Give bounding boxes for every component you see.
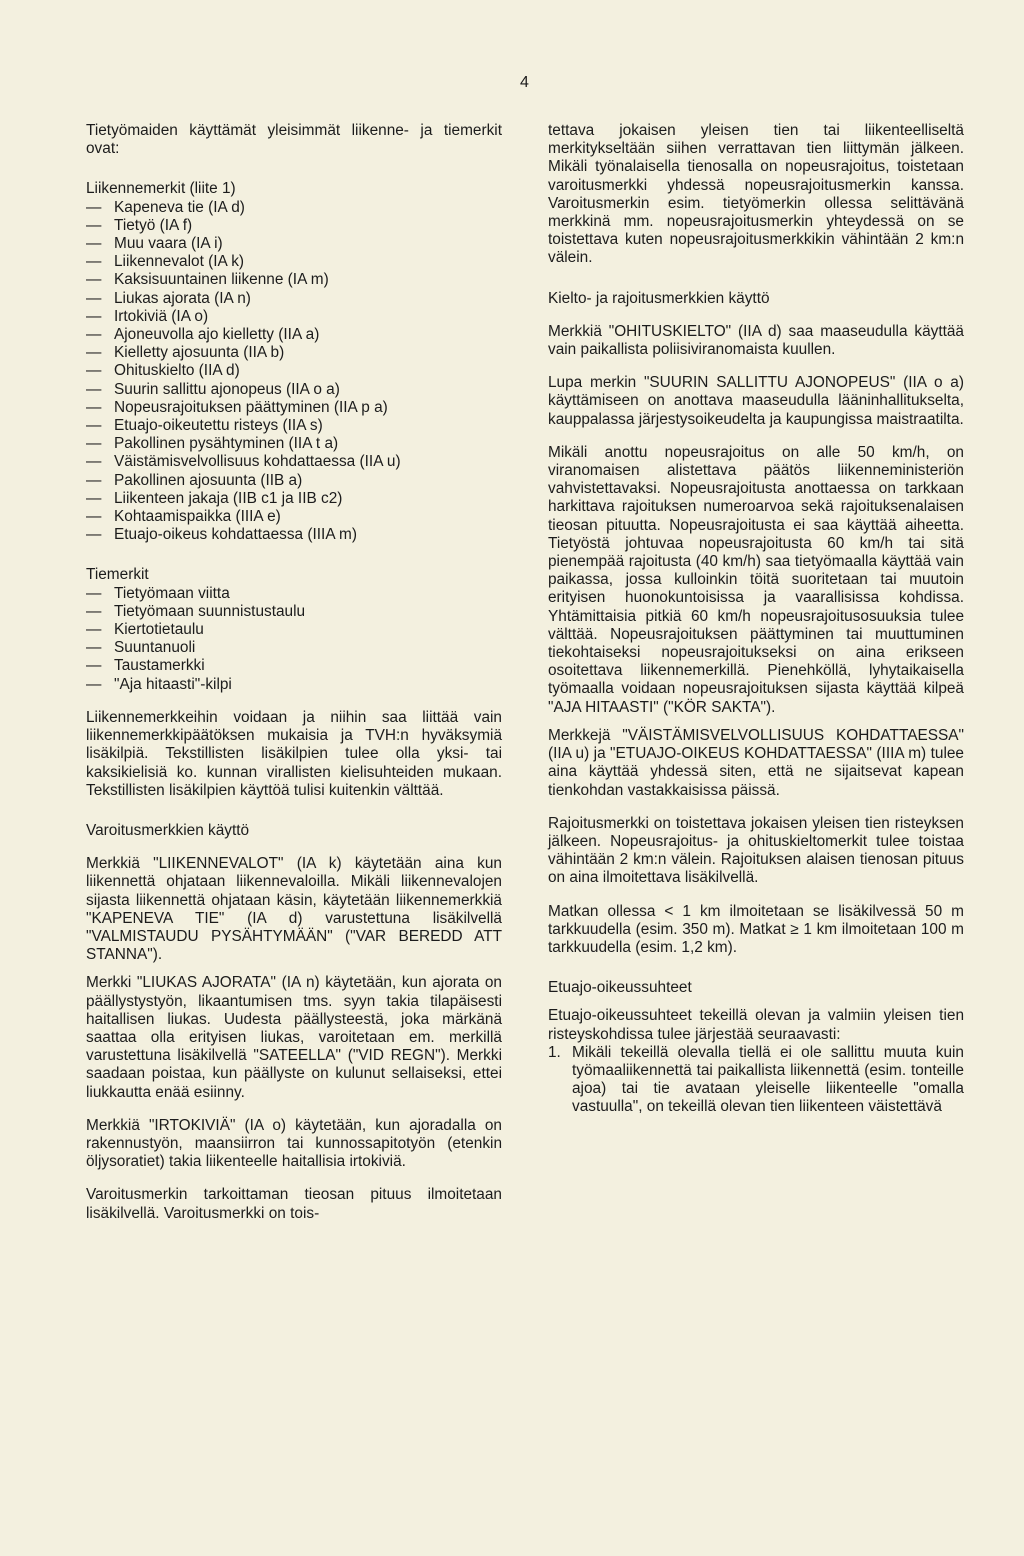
prohibition-paragraph-3: Mikäli anottu nopeusrajoitus on alle 50 km/h, on viranomaisen alistettava päätös liikenneministeriön vahvistettavaksi. Nopeusrajoitusta anottaessa on tarkkaan harkittava rajoituksen numeroarvoa sekä rajoituksenalaisen tieosan pituutta. Nopeusrajoitusta ei saa käyttää aiheetta. Tietyöstä johtuvaa nopeusrajoitusta 60 km/h tai sitä pienempää rajoitusta (40 km/h) saa tietyömaalla käyttää vain paikassa, jossa kulloinkin töitä suoritetaan tai muutoin erityisen huonokuntoisissa ja vaarallisissa kohdissa. Yhtämittaisia pitkiä 60 km/h nopeusrajoitusosuuksia tulee välttää. Nopeusrajoituksen päättyminen tai muuttuminen tiekohtaiseksi nopeusrajoitukseksi on aina erikseen osoitettava liikennemerkillä. Pienehköllä, lyhytaikaisella työmaalla voidaan nopeusrajoituksen sijasta käyttää kilpeä "AJA HITAASTI" ("KÖR SAKTA").: [548, 443, 964, 716]
prohibition-paragraph-2: Lupa merkin "SUURIN SALLITTU AJONOPEUS" (IIA o a) käyttämiseen on anottava maaseudulla lääninhallitukselta, kauppalassa järjestysoikeudelta ja kaupungissa maistraatilta.: [548, 374, 964, 428]
road-signs-list: [86, 585, 502, 694]
prohibition-signs-heading: Kielto- ja rajoitusmerkkien käyttö: [548, 289, 770, 307]
page-number: 4: [520, 74, 529, 91]
traffic-signs-heading: Liikennemerkit (liite 1): [86, 180, 236, 198]
list-item: — Väistämisvelvollisuus kohdattaessa (IIA u): [86, 453, 502, 471]
list-item: — Kohtaamispaikka (IIIA e): [86, 508, 502, 526]
list-item: — Liikenteen jakaja (IIB c1 ja IIB c2): [86, 490, 502, 508]
list-item: — Kapeneva tie (IA d): [86, 199, 502, 217]
prohibition-paragraph-1: Merkkiä "OHITUSKIELTO" (IIA d) saa maaseudulla käyttää vain paikallista poliisiviranomaista kuullen.: [548, 322, 964, 359]
warning-paragraph-1: Merkkiä "LIIKENNEVALOT" (IA k) käytetään aina kun liikennettä ohjataan liikennevaloilla. Mikäli liikennevalojen sijasta liikennettä ohjataan käsin, käytetään liikennemerkkiä "KAPENEVA TIE" (IA d) varustettuna lisäkilvellä "VALMISTAUDU PYSÄHTYMÄÄN" ("VAR BEREDD ATT STANNA").: [86, 855, 502, 964]
list-item: — Etuajo-oikeus kohdattaessa (IIIA m): [86, 526, 502, 544]
list-item: — Ohituskielto (IIA d): [86, 362, 502, 380]
list-item: — Kaksisuuntainen liikenne (IA m): [86, 271, 502, 289]
list-item-text: Mikäli tekeillä olevalla tiellä ei ole sallittu muuta kuin työmaaliikennettä tai paikallista liikennettä (esim. tonteille ajoa) tai tie avataan yleiselle liikenteelle "omalla vastuulla", on tekeillä olevan tien liikenteen väistettävä: [572, 1043, 964, 1116]
list-item: — Suurin sallittu ajonopeus (IIA o a): [86, 381, 502, 399]
list-item: — Suuntanuoli: [86, 639, 502, 657]
intro-paragraph: Tietyömaiden käyttämät yleisimmät liikenne- ja tiemerkit ovat:: [86, 122, 502, 158]
list-item: — Liikennevalot (IA k): [86, 253, 502, 271]
continued-paragraph: tettava jokaisen yleisen tien tai liikenteelliseltä merkitykseltään siihen verrattavan tien liittymän jälkeen. Mikäli työnalaisella tienosalla on nopeusrajoitus, toistetaan varoitusmerkki yhdessä nopeusrajoitusmerkin kanssa. Varoitusmerkin esim. tietyömerkin ollessa selittävänä merkkinä mm. nopeusrajoitusmerkin yhteydessä on se toistettava kuten nopeusrajoitusmerkkikin vähintään 2 km:n välein.: [548, 122, 964, 267]
list-item: — Pakollinen pysähtyminen (IIA t a): [86, 435, 502, 453]
list-item: — Ajoneuvolla ajo kielletty (IIA a): [86, 326, 502, 344]
warning-signs-heading: Varoitusmerkkien käyttö: [86, 821, 250, 839]
list-item: — Liukas ajorata (IA n): [86, 290, 502, 308]
prohibition-paragraph-4: Merkkejä "VÄISTÄMISVELVOLLISUUS KOHDATTAESSA" (IIA u) ja "ETUAJO-OIKEUS KOHDATTAESSA" (IIIA m) tulee aina käyttää yhdessä siten, että ne sijaitsevat kapean tienkohdan vastakkaisissa päissä.: [548, 726, 964, 799]
list-item: — Irtokiviä (IA o): [86, 308, 502, 326]
list-item: — Etuajo-oikeutettu risteys (IIA s): [86, 417, 502, 435]
left-column: [86, 122, 502, 1223]
list-item: — Kielletty ajosuunta (IIA b): [86, 344, 502, 362]
list-item: — Kiertotietaulu: [86, 621, 502, 639]
list-item: — Nopeusrajoituksen päättyminen (IIA p a): [86, 399, 502, 417]
warning-paragraph-2: Merkki "LIUKAS AJORATA" (IA n) käytetään, kun ajorata on päällystystyön, likaantumisen tms. syyn takia tilapäisesti haitallisen liukas. Uudesta päällysteestä, joka märkänä saattaa olla erityisen liukas, varoitetaan em. merkillä varustettuna lisäkilvellä "SATEELLA" ("VID REGN"). Merkki saadaan poistaa, kun päällyste on kulunut sellaiseksi, ettei liukkautta enää esiinny.: [86, 974, 502, 1101]
priority-list: [548, 1044, 964, 1117]
priority-paragraph: Etuajo-oikeussuhteet tekeillä olevan ja valmiin yleisen tien risteyskohdissa tulee järjestää seuraavasti:: [548, 1007, 964, 1043]
list-item-number: 1.: [548, 1043, 561, 1061]
traffic-signs-list: [86, 199, 502, 545]
list-item: — Taustamerkki: [86, 657, 502, 675]
warning-paragraph-4: Varoitusmerkin tarkoittaman tieosan pituus ilmoitetaan lisäkilvellä. Varoitusmerkki on tois-: [86, 1186, 502, 1222]
list-item: [548, 1044, 964, 1117]
list-item: — Pakollinen ajosuunta (IIB a): [86, 472, 502, 490]
prohibition-paragraph-6: Matkan ollessa < 1 km ilmoitetaan se lisäkilvessä 50 m tarkkuudella (esim. 350 m). Matkat ≥ 1 km ilmoitetaan 100 m tarkkuudella (esim. 1,2 km).: [548, 902, 964, 956]
list-item: — Muu vaara (IA i): [86, 235, 502, 253]
list-item: — Tietyömaan suunnistustaulu: [86, 603, 502, 621]
warning-paragraph-3: Merkkiä "IRTOKIVIÄ" (IA o) käytetään, kun ajoradalla on rakennustyön, maansiirron tai kunnossapitotyön (etenkin öljysoratiet) takia liikenteelle haitallisia irtokiviä.: [86, 1116, 502, 1171]
list-item: — "Aja hitaasti"-kilpi: [86, 676, 502, 694]
additional-plates-paragraph: Liikennemerkkeihin voidaan ja niihin saa liittää vain liikennemerkkipäätöksen mukaisia ja TVH:n hyväksymiä lisäkilpiä. Tekstillisten lisäkilpien tulee olla yksi- tai kaksikielisiä ko. kunnan virallisten kielisuhteiden mukaan. Tekstillisten lisäkilpien käyttöä tulisi kuitenkin välttää.: [86, 708, 502, 799]
list-item: — Tietyömaan viitta: [86, 585, 502, 603]
right-column: [548, 122, 964, 1117]
priority-heading: Etuajo-oikeussuhteet: [548, 979, 692, 997]
list-item: — Tietyö (IA f): [86, 217, 502, 235]
road-signs-heading: Tiemerkit: [86, 566, 149, 584]
prohibition-paragraph-5: Rajoitusmerkki on toistettava jokaisen yleisen tien risteyksen jälkeen. Nopeusrajoitus- ja ohituskieltomerkit tulee toistaa vähintään 2 km:n välein. Rajoituksen alaisen tienosan pituus on aina ilmoitettava lisäkilvellä.: [548, 814, 964, 887]
